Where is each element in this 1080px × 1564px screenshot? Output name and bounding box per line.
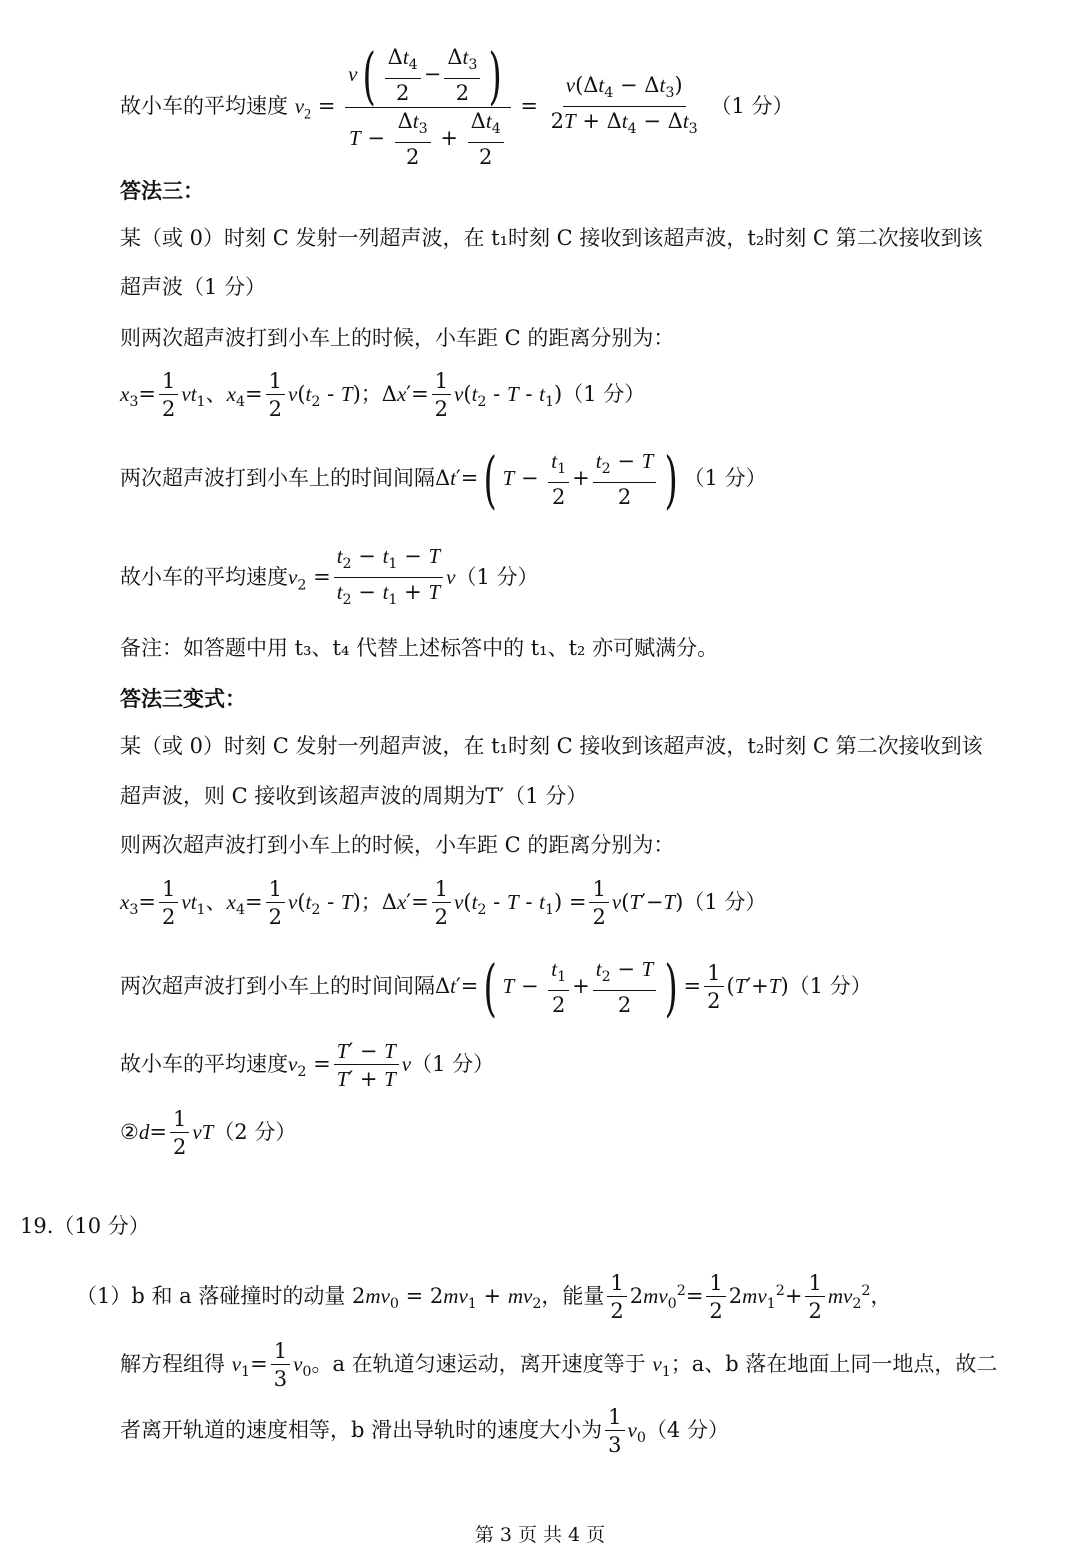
- method3-paragraph-1-line-2: 超声波（1 分）: [120, 275, 267, 299]
- q19-title: 19.（10 分）: [20, 1214, 150, 1238]
- method3-variant-interval-equation: 两次超声波打到小车上的时间间隔Δt′=( T − $\frac{t_1}{2}$ + $\frac{t_2 - T}{2}$ ) = $\frac{1}{2}$ (T′+T)（1 分）: [120, 950, 872, 1024]
- method3-speed-equation: 故小车的平均速度$v_2$ = $\frac{t_2 - t_1 - T}{t_2 - t_1 + T}$ v（1 分）: [120, 544, 539, 609]
- method3-variant-distance-equations: $x_3=$ $\frac{1}{2}$ $vt_1$、$x_4=$ $\frac{1}{2}$ $v(t_2 - T)$；Δx′= $\frac{1}{2}$ $v(t_2$ - T - $t_1$) = $\frac{1}{2}$ v(T′−T)（1 分）: [120, 877, 767, 929]
- page-footer: 第 3 页 共 4 页: [474, 1524, 606, 1546]
- method3-heading: 答法三：: [120, 178, 204, 203]
- q19-part1-line-1: （1）b 和 a 落碰撞时的动量 $2mv_0 = 2mv_1 + mv_2$，能量 $\frac{1}{2}$ $2mv_0^2=$ $\frac{1}{2}$ $2mv_1^2+$ $\frac{1}{2}$ $mv_2^2$，: [76, 1271, 892, 1323]
- method3-variant-d-equation: ②d= $\frac{1}{2}$ vT（2 分）: [120, 1107, 297, 1159]
- method3-variant-paragraph-1-line-1: 某（或 0）时刻 C 发射一列超声波，在 t₁时刻 C 接收到该超声波，t₂时刻 C 第二次接收到该: [120, 734, 983, 758]
- v2-fraction-1: v( $\frac{\Delta t_4}{2}$ − $\frac{\Delta t_3}{2}$ ) T − $\frac{\Delta t_3}{2}$ + $\frac{\Delta t_4}{2}$: [345, 44, 511, 171]
- method3-variant-paragraph-2: 则两次超声波打到小车上的时候，小车距 C 的距离分别为：: [120, 833, 675, 857]
- q19-part1-line-2: 解方程组得 $v_1=$ $\frac{1}{3}$ $v_0$。a 在轨道匀速运动，离开速度等于 $v_1$；a、b 落在地面上同一地点，故二: [120, 1339, 998, 1391]
- v2-fraction-2: $\frac{v(\Delta t_4 - \Delta t_3)}{2T + \Delta t_4 - \Delta t_3}$: [550, 73, 698, 138]
- method3-interval-equation: 两次超声波打到小车上的时间间隔Δt′=( T − $\frac{t_1}{2}$ + $\frac{t_2 - T}{2}$ ) （1 分）: [120, 442, 767, 516]
- method2-speed-formula: 故小车的平均速度 $v_2$ = v( $\frac{\Delta t_4}{2}$ − $\frac{\Delta t_3}{2}$ ) T − $\frac{\Delta t_3}{2}$ + $\frac{\Delta t_4}{2}$ = $\frac{v(\Delta t_4 - \Delta t_3)}{2T + \Delta t_4 - \Delta t_3}$ （1 分）: [120, 38, 794, 170]
- method3-variant-heading: 答法三变式：: [120, 686, 246, 711]
- method3-paragraph-2: 则两次超声波打到小车上的时候，小车距 C 的距离分别为：: [120, 326, 675, 350]
- q19-part1-line-3: 者离开轨道的速度相等，b 滑出导轨时的速度大小为 $\frac{1}{3}$ $v_0(4$ 分）: [120, 1405, 729, 1457]
- method3-distance-equations: $x_3=$ $\frac{1}{2}$ $vt_1$、$x_4=$ $\frac{1}{2}$ $v(t_2 - T)$；Δx′= $\frac{1}{2}$ $v(t_2$ - T - $t_1)(1$ 分）: [120, 369, 646, 421]
- method3-note: 备注：如答题中用 t₃、t₄ 代替上述标答中的 t₁、t₂ 亦可赋满分。: [120, 636, 719, 660]
- method3-variant-paragraph-1-line-2: 超声波，则 C 接收到该超声波的周期为T′（1 分）: [120, 784, 588, 808]
- method3-variant-speed-equation: 故小车的平均速度$v_2$ = $\frac{T' - T}{T' + T}$ v（1 分）: [120, 1039, 495, 1091]
- method3-paragraph-1-line-1: 某（或 0）时刻 C 发射一列超声波，在 t₁时刻 C 接收到该超声波，t₂时刻 C 第二次接收到该: [120, 226, 983, 250]
